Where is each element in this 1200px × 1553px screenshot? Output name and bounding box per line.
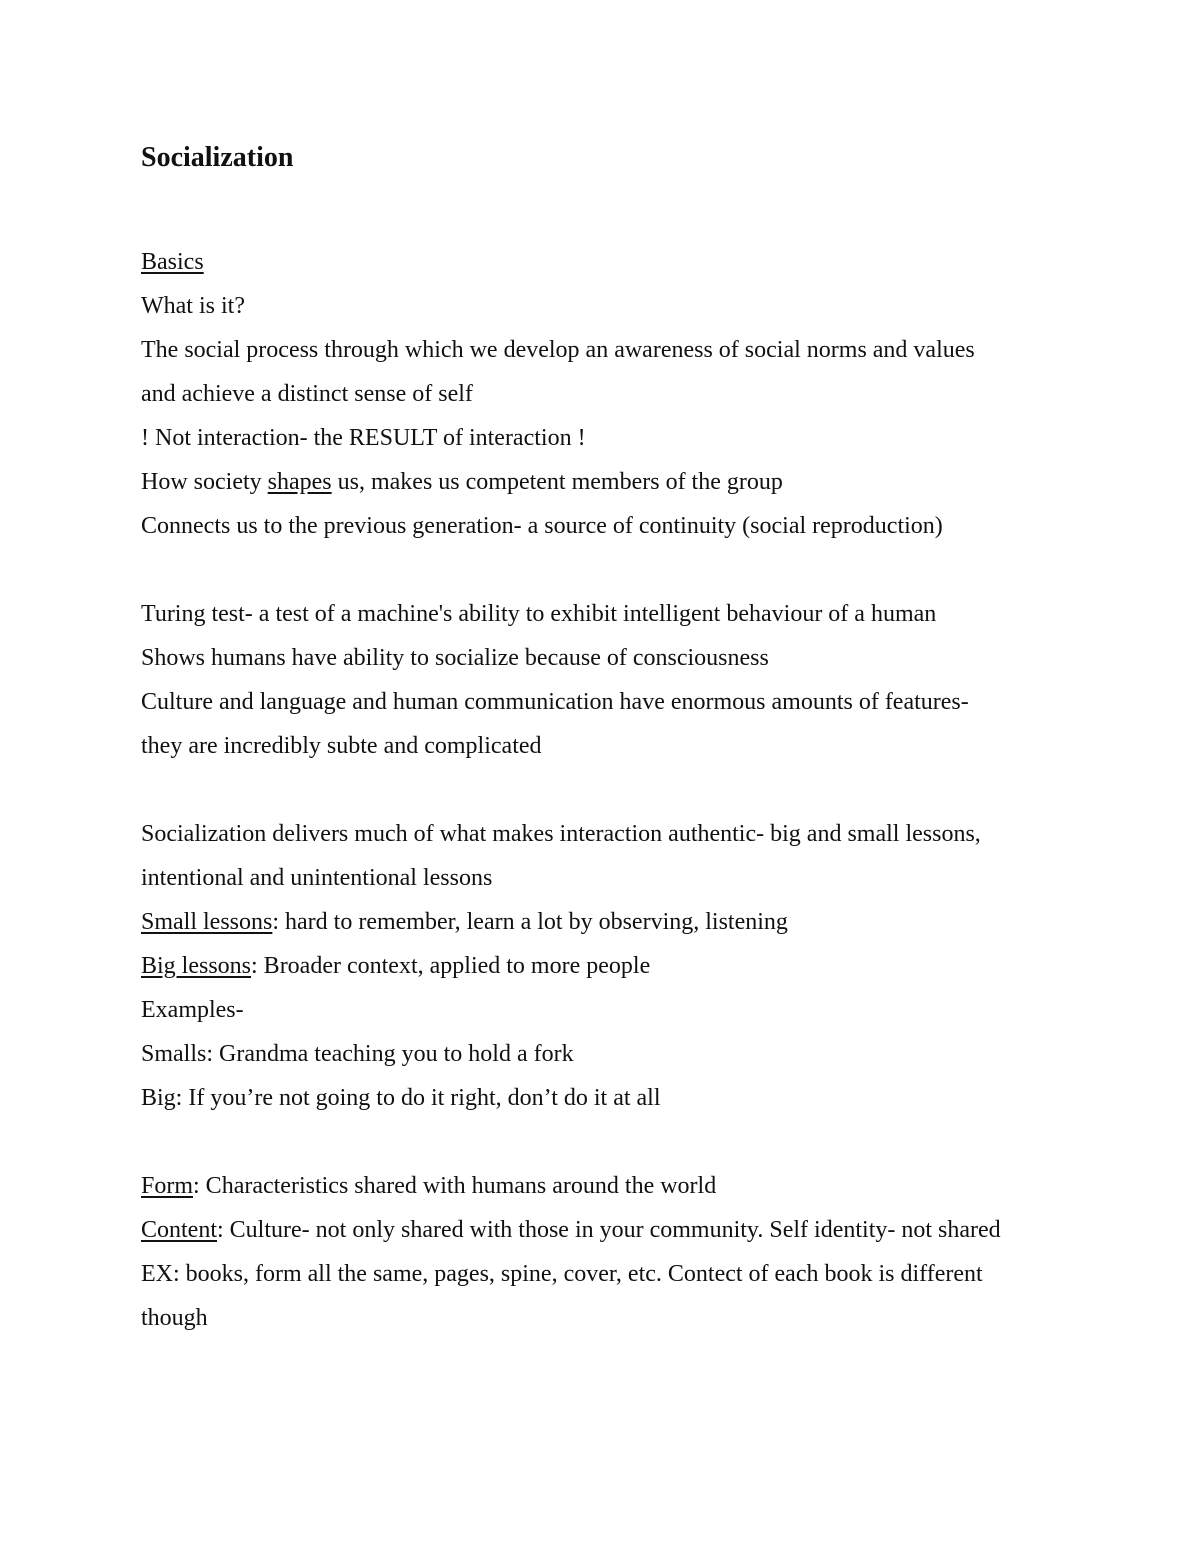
underlined-term: Big lessons bbox=[141, 953, 252, 979]
text-line bbox=[141, 1208, 1141, 1252]
text-line: they are incredibly subte and complicated bbox=[141, 733, 542, 759]
text-line bbox=[141, 900, 1141, 944]
text-line: Shows humans have ability to socialize because of consciousness bbox=[141, 645, 769, 671]
document-body bbox=[141, 240, 1141, 1340]
text-fragment: : hard to remember, learn a lot by observing, listening bbox=[272, 909, 788, 935]
text-line: intentional and unintentional lessons bbox=[141, 865, 493, 891]
underlined-term: Content bbox=[141, 1217, 217, 1243]
text-line: ! Not interaction- the RESULT of interaction ! bbox=[141, 425, 586, 451]
text-fragment: us, makes us competent members of the group bbox=[331, 469, 783, 495]
text-line bbox=[141, 944, 1141, 988]
blank-line bbox=[141, 1120, 1141, 1164]
section-heading-basics: Basics bbox=[141, 249, 204, 275]
text-line bbox=[141, 1164, 1141, 1208]
underlined-term: Form bbox=[141, 1173, 194, 1199]
underlined-term: shapes bbox=[267, 469, 332, 495]
text-line: Smalls: Grandma teaching you to hold a fork bbox=[141, 1041, 574, 1067]
text-line: The social process through which we develop an awareness of social norms and values bbox=[141, 337, 975, 363]
text-line: Turing test- a test of a machine's ability to exhibit intelligent behaviour of a human bbox=[141, 601, 937, 627]
text-fragment: : Characteristics shared with humans around the world bbox=[193, 1173, 717, 1199]
text-fragment: How society bbox=[141, 469, 268, 495]
blank-line bbox=[141, 768, 1141, 812]
text-fragment: : Broader context, applied to more people bbox=[251, 953, 651, 979]
text-line: Examples- bbox=[141, 997, 244, 1023]
blank-line bbox=[141, 548, 1141, 592]
text-line bbox=[141, 460, 1141, 504]
text-line: Culture and language and human communication have enormous amounts of features- bbox=[141, 689, 969, 715]
text-line: Big: If you’re not going to do it right, don’t do it at all bbox=[141, 1085, 661, 1111]
text-line: though bbox=[141, 1305, 208, 1331]
text-line: and achieve a distinct sense of self bbox=[141, 381, 473, 407]
text-line: EX: books, form all the same, pages, spine, cover, etc. Contect of each book is different bbox=[141, 1261, 983, 1287]
text-line: Connects us to the previous generation- a source of continuity (social reproduction) bbox=[141, 513, 943, 539]
text-line: What is it? bbox=[141, 293, 245, 319]
text-fragment: : Culture- not only shared with those in your community. Self identity- not shared bbox=[217, 1217, 1001, 1243]
text-line: Socialization delivers much of what makes interaction authentic- big and small lessons, bbox=[141, 821, 981, 847]
page-title: Socialization bbox=[141, 142, 294, 173]
underlined-term: Small lessons bbox=[141, 909, 273, 935]
